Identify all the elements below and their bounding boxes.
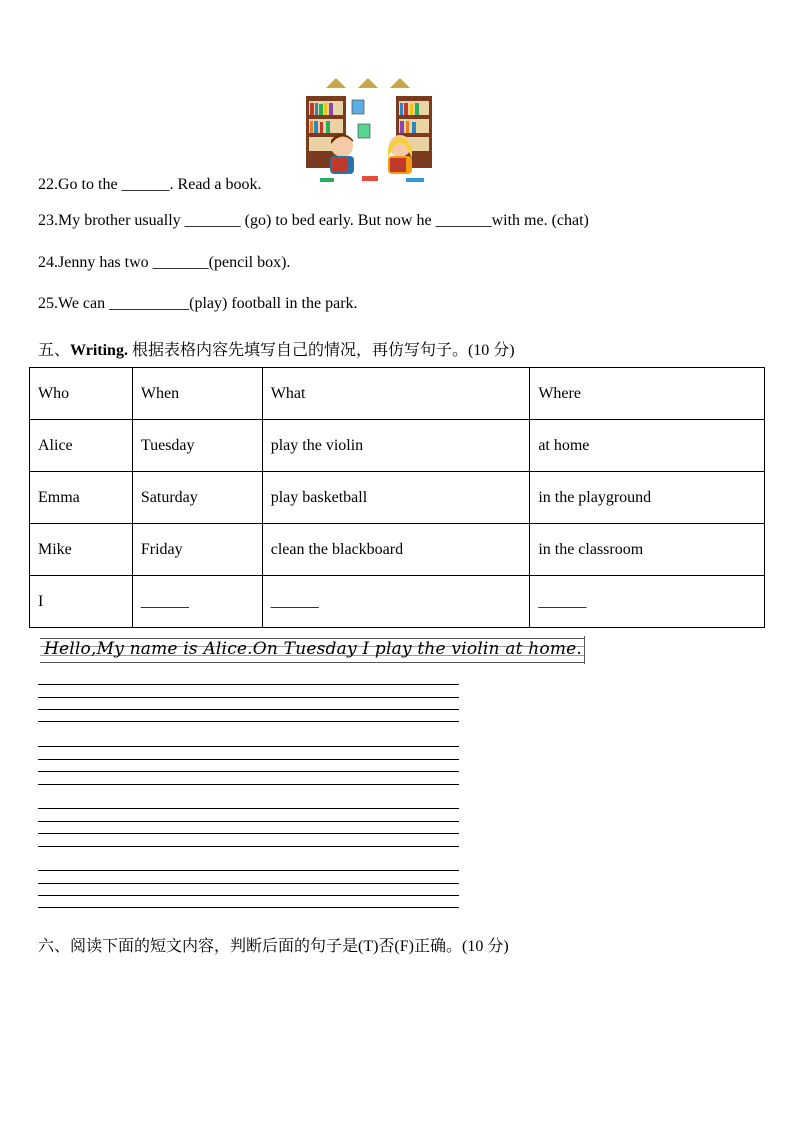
question-24 bbox=[38, 254, 290, 272]
question-text: . Read a book. bbox=[169, 176, 262, 193]
question-number: 24. bbox=[38, 254, 58, 271]
header-cell: What bbox=[262, 368, 530, 420]
section-instruction: 六、阅读下面的短文内容，判断后面的句子是(T)否(F)正确。(10 分) bbox=[38, 938, 509, 955]
question-text: with me. (chat) bbox=[491, 212, 589, 229]
question-number: 25. bbox=[38, 295, 58, 312]
table-row-self bbox=[30, 576, 765, 628]
header-cell: Who bbox=[30, 368, 133, 420]
question-number: 22. bbox=[38, 176, 58, 193]
table-cell: Friday bbox=[132, 524, 262, 576]
section-5-heading bbox=[38, 337, 515, 360]
answer-blank[interactable]: __________ bbox=[109, 295, 190, 312]
question-text: We can bbox=[58, 295, 110, 312]
ceiling-lamps-icon bbox=[326, 78, 410, 88]
question-text: (pencil box). bbox=[208, 254, 291, 271]
table-cell: Saturday bbox=[132, 472, 262, 524]
table-cell: play basketball bbox=[262, 472, 530, 524]
header-cell: Where bbox=[530, 368, 765, 420]
table-header-row bbox=[30, 368, 765, 420]
question-25 bbox=[38, 295, 358, 313]
section-title: Writing. bbox=[70, 342, 128, 359]
answer-blank[interactable]: ______ bbox=[121, 176, 170, 193]
writing-info-table bbox=[29, 367, 765, 628]
question-text: Jenny has two bbox=[58, 254, 153, 271]
answer-blank[interactable]: ______ bbox=[530, 576, 765, 628]
question-text: My brother usually bbox=[58, 212, 185, 229]
table-cell: in the classroom bbox=[530, 524, 765, 576]
table-cell: Emma bbox=[30, 472, 133, 524]
table-row bbox=[30, 524, 765, 576]
table-cell: at home bbox=[530, 420, 765, 472]
reading-children-illustration bbox=[300, 74, 440, 192]
answer-blank[interactable]: _______ bbox=[435, 212, 492, 229]
table-cell: Alice bbox=[30, 420, 133, 472]
answer-blank[interactable]: ______ bbox=[132, 576, 262, 628]
answer-blank[interactable]: _______ bbox=[184, 212, 241, 229]
question-text: (play) football in the park. bbox=[189, 295, 358, 312]
answer-blank[interactable]: _______ bbox=[152, 254, 209, 271]
question-number: 23. bbox=[38, 212, 58, 229]
table-cell: I bbox=[30, 576, 133, 628]
table-cell: Mike bbox=[30, 524, 133, 576]
answer-blank[interactable]: ______ bbox=[262, 576, 530, 628]
section-instruction: 根据表格内容先填写自己的情况，再仿写句子。(10 分) bbox=[127, 342, 515, 359]
question-text: (go) to bed early. But now he bbox=[240, 212, 436, 229]
section-6-heading bbox=[38, 933, 509, 956]
example-sentence-strip bbox=[38, 636, 586, 664]
table-row bbox=[30, 472, 765, 524]
example-sentence: Hello,My name is Alice.On Tuesday I play the violin at home. bbox=[44, 639, 583, 659]
table-row bbox=[30, 420, 765, 472]
table-cell: clean the blackboard bbox=[262, 524, 530, 576]
question-22 bbox=[38, 176, 262, 194]
question-text: Go to the bbox=[58, 176, 122, 193]
table-cell: in the playground bbox=[530, 472, 765, 524]
table-cell: Tuesday bbox=[132, 420, 262, 472]
header-cell: When bbox=[132, 368, 262, 420]
section-number: 五、 bbox=[38, 342, 71, 359]
question-23 bbox=[38, 212, 589, 230]
table-cell: play the violin bbox=[262, 420, 530, 472]
